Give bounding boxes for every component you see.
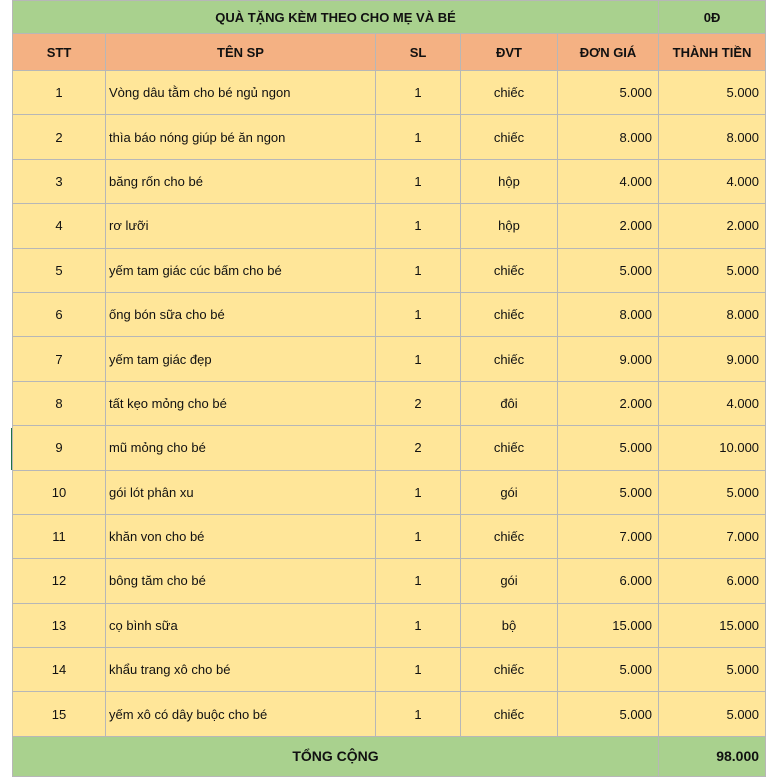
- cell-total[interactable]: 4.000: [659, 381, 766, 425]
- cell-product-name[interactable]: khẩu trang xô cho bé: [106, 648, 376, 692]
- table-row: [13, 159, 766, 203]
- cell-qty[interactable]: 1: [376, 514, 461, 558]
- cell-unit[interactable]: chiếc: [461, 292, 558, 336]
- table-row: [13, 559, 766, 603]
- cell-qty[interactable]: 1: [376, 337, 461, 381]
- cell-unit[interactable]: hộp: [461, 204, 558, 248]
- cell-product-name[interactable]: rơ lưỡi: [106, 204, 376, 248]
- table-row: [13, 692, 766, 736]
- cell-total[interactable]: 2.000: [659, 204, 766, 248]
- cell-total[interactable]: 4.000: [659, 159, 766, 203]
- table-body: [13, 71, 766, 737]
- cell-qty[interactable]: 1: [376, 692, 461, 736]
- total-value[interactable]: 98.000: [659, 736, 766, 776]
- cell-product-name[interactable]: băng rốn cho bé: [106, 159, 376, 203]
- total-row: [13, 736, 766, 776]
- cell-price[interactable]: 5.000: [558, 692, 659, 736]
- cell-qty[interactable]: 1: [376, 159, 461, 203]
- table-title[interactable]: QUÀ TẶNG KÈM THEO CHO MẸ VÀ BÉ: [13, 1, 659, 34]
- cell-product-name[interactable]: bông tăm cho bé: [106, 559, 376, 603]
- cell-total[interactable]: 15.000: [659, 603, 766, 647]
- cell-unit[interactable]: chiếc: [461, 648, 558, 692]
- table-row: [13, 514, 766, 558]
- cell-qty[interactable]: 1: [376, 204, 461, 248]
- cell-total[interactable]: 5.000: [659, 71, 766, 115]
- cell-qty[interactable]: 1: [376, 603, 461, 647]
- title-row: [13, 1, 766, 34]
- cell-product-name[interactable]: mũ mỏng cho bé: [106, 426, 376, 470]
- cell-total[interactable]: 5.000: [659, 470, 766, 514]
- cell-qty[interactable]: 2: [376, 381, 461, 425]
- gift-table: [12, 0, 766, 777]
- cell-product-name[interactable]: gói lót phân xu: [106, 470, 376, 514]
- table-row: [13, 648, 766, 692]
- cell-product-name[interactable]: cọ bình sữa: [106, 603, 376, 647]
- cell-stt[interactable]: 6: [13, 292, 106, 336]
- cell-price[interactable]: 5.000: [558, 248, 659, 292]
- cell-qty[interactable]: 1: [376, 559, 461, 603]
- cell-qty[interactable]: 2: [376, 426, 461, 470]
- total-label[interactable]: TỔNG CỘNG: [13, 736, 659, 776]
- cell-total[interactable]: 8.000: [659, 115, 766, 159]
- table-row: [13, 115, 766, 159]
- cell-qty[interactable]: 1: [376, 71, 461, 115]
- cell-product-name[interactable]: yếm tam giác đẹp: [106, 337, 376, 381]
- table-row: [13, 381, 766, 425]
- cell-stt[interactable]: 9: [13, 426, 106, 470]
- cell-total[interactable]: 5.000: [659, 248, 766, 292]
- table-row: [13, 470, 766, 514]
- table-row: [13, 426, 766, 470]
- header-unit[interactable]: ĐVT: [461, 34, 558, 71]
- table-row: [13, 292, 766, 336]
- cell-price[interactable]: 2.000: [558, 381, 659, 425]
- cell-product-name[interactable]: tất kẹo mỏng cho bé: [106, 381, 376, 425]
- cell-price[interactable]: 7.000: [558, 514, 659, 558]
- cell-product-name[interactable]: thìa báo nóng giúp bé ăn ngon: [106, 115, 376, 159]
- cell-qty[interactable]: 1: [376, 470, 461, 514]
- cell-unit[interactable]: chiếc: [461, 337, 558, 381]
- cell-stt[interactable]: 14: [13, 648, 106, 692]
- cell-unit[interactable]: bộ: [461, 603, 558, 647]
- cell-stt[interactable]: 13: [13, 603, 106, 647]
- cell-price[interactable]: 5.000: [558, 470, 659, 514]
- table-row: [13, 603, 766, 647]
- cell-total[interactable]: 10.000: [659, 426, 766, 470]
- cell-price[interactable]: 6.000: [558, 559, 659, 603]
- cell-unit[interactable]: chiếc: [461, 692, 558, 736]
- cell-total[interactable]: 5.000: [659, 692, 766, 736]
- cell-stt[interactable]: 8: [13, 381, 106, 425]
- table-row: [13, 248, 766, 292]
- cell-qty[interactable]: 1: [376, 248, 461, 292]
- header-total[interactable]: THÀNH TIỀN: [659, 34, 766, 71]
- cell-total[interactable]: 8.000: [659, 292, 766, 336]
- cell-stt[interactable]: 3: [13, 159, 106, 203]
- table-row: [13, 337, 766, 381]
- cell-product-name[interactable]: khăn von cho bé: [106, 514, 376, 558]
- cell-unit[interactable]: gói: [461, 559, 558, 603]
- cell-unit[interactable]: đôi: [461, 381, 558, 425]
- header-row: [13, 34, 766, 71]
- header-name[interactable]: TÊN SP: [106, 34, 376, 71]
- cell-price[interactable]: 5.000: [558, 648, 659, 692]
- cell-total[interactable]: 7.000: [659, 514, 766, 558]
- cell-product-name[interactable]: Vòng dâu tằm cho bé ngủ ngon: [106, 71, 376, 115]
- header-qty[interactable]: SL: [376, 34, 461, 71]
- cell-stt[interactable]: 15: [13, 692, 106, 736]
- cell-unit[interactable]: gói: [461, 470, 558, 514]
- cell-unit[interactable]: chiếc: [461, 514, 558, 558]
- cell-stt[interactable]: 10: [13, 470, 106, 514]
- cell-price[interactable]: 8.000: [558, 115, 659, 159]
- cell-unit[interactable]: chiếc: [461, 248, 558, 292]
- header-stt[interactable]: STT: [13, 34, 106, 71]
- cell-unit[interactable]: chiếc: [461, 115, 558, 159]
- spreadsheet: [12, 0, 765, 777]
- cell-unit[interactable]: chiếc: [461, 71, 558, 115]
- table-row: [13, 71, 766, 115]
- cell-stt[interactable]: 12: [13, 559, 106, 603]
- cell-qty[interactable]: 1: [376, 292, 461, 336]
- cell-unit[interactable]: chiếc: [461, 426, 558, 470]
- cell-price[interactable]: 4.000: [558, 159, 659, 203]
- table-row: [13, 204, 766, 248]
- cell-product-name[interactable]: ống bón sữa cho bé: [106, 292, 376, 336]
- cell-price[interactable]: 5.000: [558, 71, 659, 115]
- cell-price[interactable]: 8.000: [558, 292, 659, 336]
- cell-stt[interactable]: 7: [13, 337, 106, 381]
- cell-total[interactable]: 9.000: [659, 337, 766, 381]
- cell-stt[interactable]: 5: [13, 248, 106, 292]
- cell-product-name[interactable]: yếm tam giác cúc bấm cho bé: [106, 248, 376, 292]
- cell-unit[interactable]: hộp: [461, 159, 558, 203]
- cell-qty[interactable]: 1: [376, 115, 461, 159]
- cell-price[interactable]: 2.000: [558, 204, 659, 248]
- cell-stt[interactable]: 4: [13, 204, 106, 248]
- cell-product-name[interactable]: yếm xô có dây buộc cho bé: [106, 692, 376, 736]
- cell-stt[interactable]: 1: [13, 71, 106, 115]
- title-value-cell[interactable]: 0Đ: [659, 1, 766, 34]
- cell-total[interactable]: 6.000: [659, 559, 766, 603]
- cell-total[interactable]: 5.000: [659, 648, 766, 692]
- cell-stt[interactable]: 2: [13, 115, 106, 159]
- cell-qty[interactable]: 1: [376, 648, 461, 692]
- cell-price[interactable]: 5.000: [558, 426, 659, 470]
- cell-stt[interactable]: 11: [13, 514, 106, 558]
- cell-price[interactable]: 9.000: [558, 337, 659, 381]
- cell-price[interactable]: 15.000: [558, 603, 659, 647]
- header-price[interactable]: ĐƠN GIÁ: [558, 34, 659, 71]
